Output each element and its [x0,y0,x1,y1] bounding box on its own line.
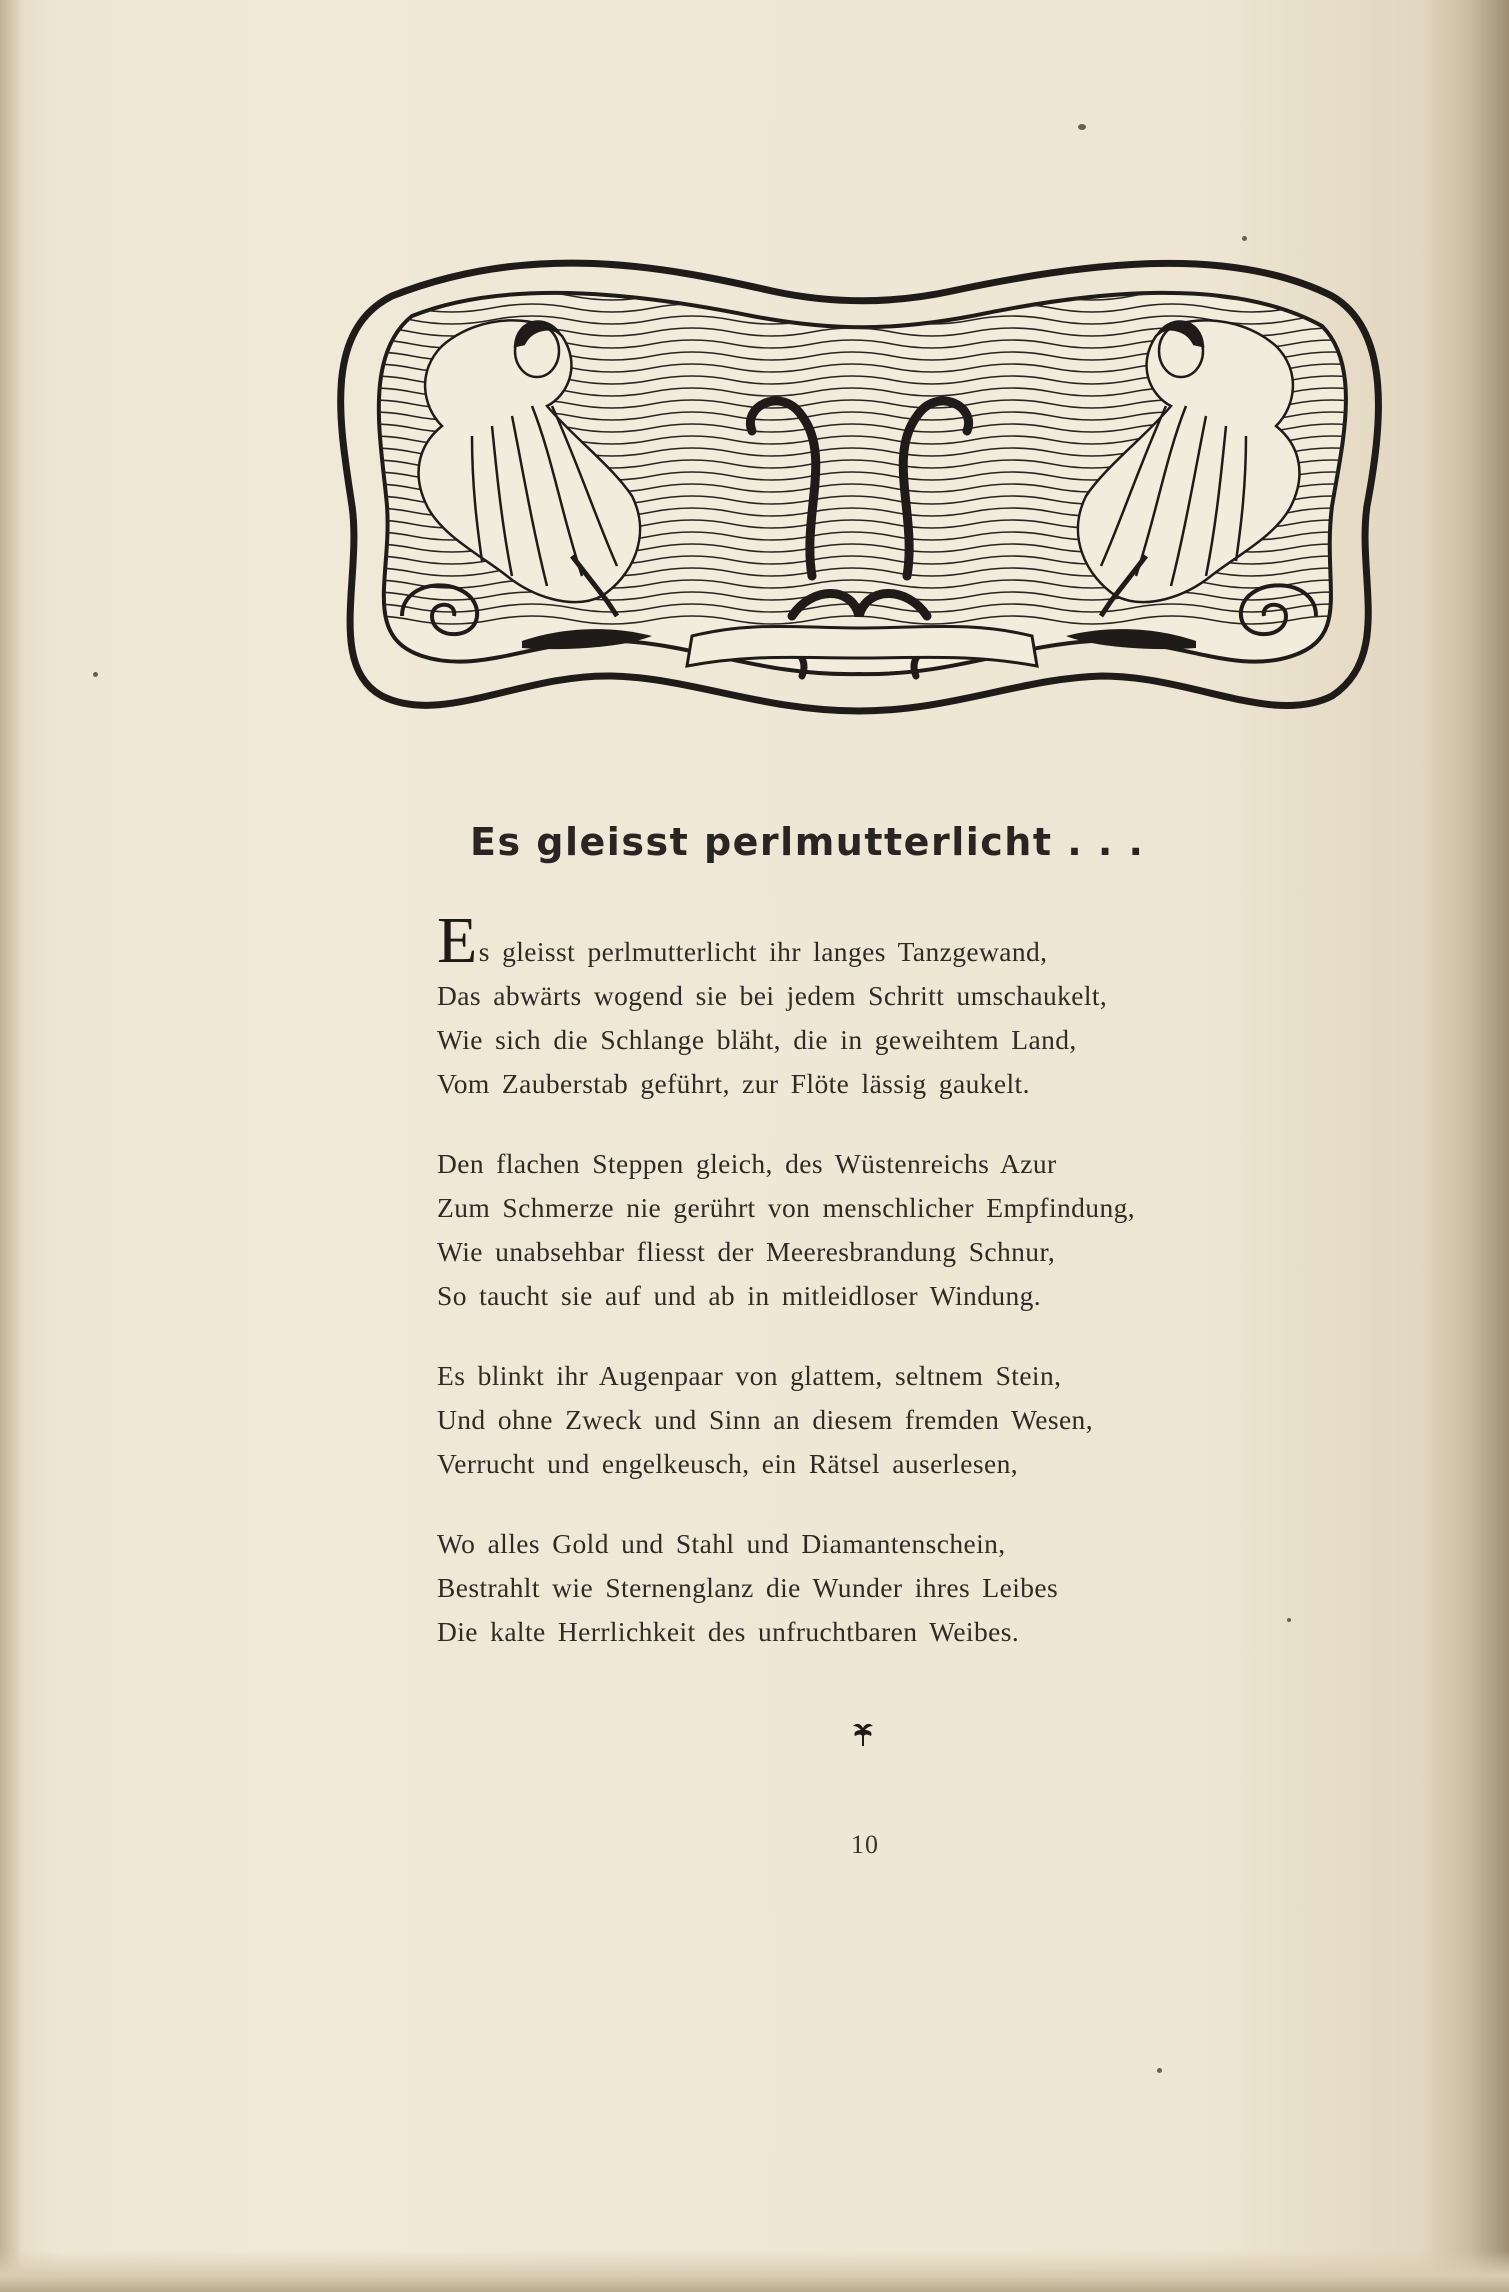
poem-line: Wie unabsehbar fliesst der Meeresbrandung Schnur, [437,1236,1056,1267]
stanza-1 [437,904,1317,1106]
poem-line: Es blinkt ihr Augenpaar von glattem, seltnem Stein, [437,1360,1062,1391]
poem-line-rest: s gleisst perlmutterlicht ihr langes Tanzgewand, [478,936,1048,967]
paper-speck [1287,1618,1291,1622]
poem-line: Die kalte Herrlichkeit des unfruchtbaren Weibes. [437,1616,1020,1647]
paper-speck [1242,236,1247,241]
stanza-3 [437,1354,1317,1486]
page-number: 10 [851,1830,879,1859]
poem-line [437,904,1317,977]
paper-speck [1157,2068,1162,2073]
page-bottom-edge [0,2250,1509,2292]
poem-line: Vom Zauberstab geführt, zur Flöte lässig gaukelt. [437,1068,1030,1099]
poem-line: Wie sich die Schlange bläht, die in geweihtem Land, [437,1024,1077,1055]
fleuron-icon [849,1720,877,1750]
poem-line: Den flachen Steppen gleich, des Wüstenreichs Azur [437,1148,1057,1179]
poem-line: So taucht sie auf und ab in mitleidloser Windung. [437,1280,1042,1311]
stanza-2 [437,1142,1317,1318]
poem-line: Zum Schmerze nie gerührt von menschlicher Empfindung, [437,1192,1136,1223]
poem-line: Verrucht und engelkeusch, ein Rätsel auserlesen, [437,1448,1019,1479]
paper-speck [93,672,98,677]
art-nouveau-vignette [332,256,1386,722]
page-gutter [0,0,22,2292]
poem-line: Das abwärts wogend sie bei jedem Schritt umschaukelt, [437,980,1108,1011]
stanza-4 [437,1522,1317,1654]
poem-title: Es gleisst perlmutterlicht . . . [470,820,1145,864]
paper-speck [1078,124,1086,130]
poem-line: Und ohne Zweck und Sinn an diesem fremden Wesen, [437,1404,1093,1435]
poem-body [437,904,1317,1690]
drop-cap: E [437,904,478,977]
poem-line: Bestrahlt wie Sternenglanz die Wunder ihres Leibes [437,1572,1059,1603]
poem-line: Wo alles Gold und Stahl und Diamantenschein, [437,1528,1006,1559]
